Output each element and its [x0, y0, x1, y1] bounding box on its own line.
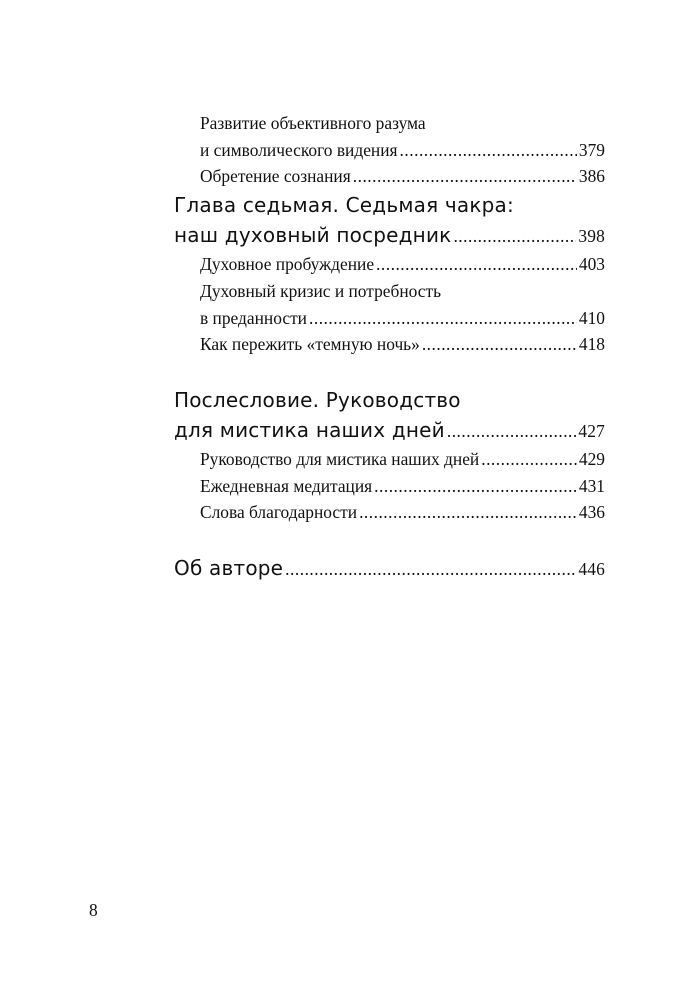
toc-about-author[interactable]: [174, 553, 605, 584]
chapter-title-line: Глава седьмая. Седьмая чакра:: [174, 193, 514, 218]
toc-entry-objective-mind[interactable]: [174, 110, 605, 163]
spacer: [174, 526, 605, 553]
page-ref: 398: [578, 226, 605, 247]
page-ref: 418: [578, 334, 605, 355]
page-number: 8: [89, 900, 98, 920]
toc-entry-daily-meditation[interactable]: [174, 473, 605, 500]
page-ref: 403: [578, 254, 605, 275]
table-of-contents: [174, 110, 605, 584]
toc-entry-spiritual-crisis[interactable]: [174, 278, 605, 331]
page-ref: 431: [578, 475, 605, 496]
toc-entry-title: Слова благодарности: [200, 502, 358, 523]
toc-entry-title: Обретение сознания: [200, 166, 351, 187]
dot-leader: [376, 251, 577, 278]
toc-entry-dark-night[interactable]: [174, 331, 605, 358]
dot-leader: [353, 163, 577, 190]
page-ref: 436: [578, 502, 605, 523]
toc-entry-title-line: Развитие объективного разума: [200, 113, 426, 133]
page-ref: 429: [578, 448, 605, 469]
dot-leader: [285, 554, 576, 584]
toc-entry-title: Как пережить «темную ночь»: [200, 334, 420, 355]
chapter-title: Об авторе: [174, 556, 284, 581]
dot-leader: [309, 305, 577, 332]
page-ref: 446: [578, 559, 605, 580]
toc-entry-title-line: в преданности: [200, 307, 307, 328]
chapter-title-line: Послесловие. Руководство: [174, 387, 461, 412]
toc-entry-title: Ежедневная медитация: [200, 475, 373, 496]
page-ref: 386: [578, 166, 605, 187]
toc-entry-title-line: Духовный кризис и потребность: [200, 280, 442, 301]
dot-leader: [453, 221, 576, 251]
toc-entry-gaining-consciousness[interactable]: [174, 163, 605, 190]
page-ref: 427: [578, 420, 605, 441]
dot-leader: [400, 137, 577, 164]
page-ref: 379: [578, 139, 605, 160]
toc-afterword[interactable]: [174, 385, 605, 446]
chapter-title-line: наш духовный посредник: [174, 223, 452, 248]
toc-entry-spiritual-awakening[interactable]: [174, 251, 605, 278]
toc-entry-title: Духовное пробуждение: [200, 254, 375, 275]
chapter-title-line: для мистика наших дней: [174, 417, 445, 442]
dot-leader: [374, 473, 577, 500]
dot-leader: [481, 446, 577, 473]
page-ref: 410: [578, 307, 605, 328]
toc-entry-title: Руководство для мистика наших дней: [200, 448, 480, 469]
toc-entry-title-line: и символического видения: [200, 139, 398, 160]
dot-leader: [359, 499, 577, 526]
toc-entry-guide-for-mystic[interactable]: [174, 446, 605, 473]
spacer: [174, 358, 605, 385]
toc-chapter-seven[interactable]: [174, 190, 605, 251]
dot-leader: [422, 331, 577, 358]
toc-entry-acknowledgements[interactable]: [174, 499, 605, 526]
dot-leader: [447, 416, 576, 446]
